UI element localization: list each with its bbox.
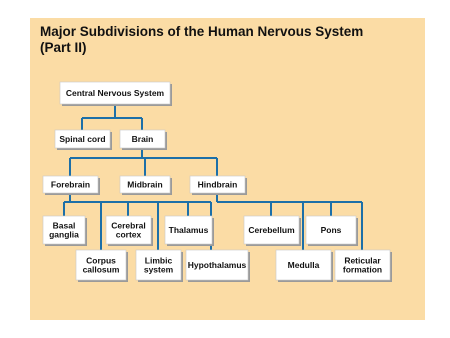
node-label: Cerebellum	[248, 225, 295, 235]
node-label: Limbic	[144, 255, 173, 266]
node-forebrain	[43, 176, 100, 195]
node-label: callosum	[82, 264, 120, 275]
node-thalamus	[165, 216, 214, 246]
node-pons	[306, 216, 358, 246]
node-label: Brain	[131, 134, 154, 144]
title-line-2: (Part II)	[40, 40, 87, 55]
node-cns	[60, 82, 172, 106]
node-label: Spinal cord	[59, 134, 106, 144]
node-label: Thalamus	[168, 225, 209, 235]
node-medulla	[276, 250, 333, 282]
node-hypothalamus	[186, 250, 250, 282]
node-label: Hindbrain	[197, 179, 238, 190]
node-spinal	[55, 130, 112, 150]
node-limbic	[136, 250, 183, 282]
node-label: Hypothalamus	[187, 260, 247, 270]
node-label: Medulla	[287, 260, 320, 270]
node-basal	[43, 216, 87, 246]
node-label: formation	[342, 264, 383, 275]
node-label: Corpus	[86, 255, 116, 266]
node-label: cortex	[115, 229, 142, 240]
node-label: Cerebral	[111, 220, 146, 231]
title-line-1: Major Subdivisions of the Human Nervous System	[40, 24, 364, 39]
node-label: Pons	[320, 225, 342, 235]
tree-nodes	[43, 82, 392, 282]
node-label: Central Nervous System	[65, 88, 165, 98]
node-brain	[120, 130, 167, 150]
node-label: system	[143, 264, 174, 275]
node-corpus	[76, 250, 128, 282]
node-midbrain	[120, 176, 172, 195]
node-label: Basal	[52, 220, 76, 231]
node-label: ganglia	[49, 229, 79, 240]
node-hindbrain	[190, 176, 247, 195]
node-label: Reticular	[344, 255, 381, 266]
node-cerebellum	[244, 216, 301, 246]
node-reticular	[335, 250, 392, 282]
node-label: Forebrain	[50, 179, 91, 190]
node-cerebral	[106, 216, 153, 246]
node-label: Midbrain	[127, 179, 163, 190]
